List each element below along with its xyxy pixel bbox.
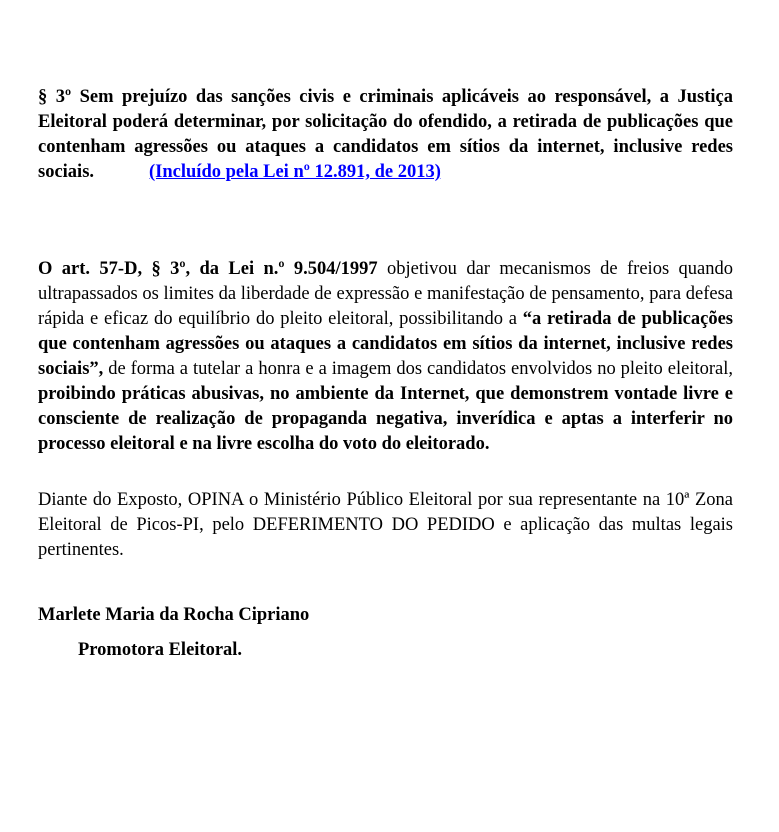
legal-analysis-text-2: de forma a tutelar a honra e a imagem dos candidatos envolvidos no pleito eleitoral,: [103, 359, 733, 379]
paragraph-legal-analysis: [38, 257, 733, 457]
statute-section-3-text: § 3º Sem prejuízo das sanções civis e criminais aplicáveis ao responsável, a Justiça Eleitoral poderá determinar, por solicitação do ofendido, a retirada de publicações que contenham agressões ou ataques a candidatos em sítios da internet, inclusive redes sociais.: [38, 87, 733, 182]
legal-analysis-text-1: objetivou dar mecanismos de freios quando ultrapassados os limites da liberdade de expressão e manifestação de pensamento, para defesa rápida e eficaz do equilíbrio do pleito eleitoral, possibilitando a: [38, 259, 733, 329]
opinion-text: Diante do Exposto, OPINA o Ministério Público Eleitoral por sua representante na 10ª Zona Eleitoral de Picos-PI, pelo DEFERIMENTO DO PEDIDO e aplicação das multas legais pertinentes.: [38, 490, 733, 560]
paragraph-statute-section-3: [38, 85, 733, 185]
law-inclusion-link[interactable]: (Incluído pela Lei nº 12.891, de 2013): [149, 162, 441, 182]
legal-analysis-law-reference: O art. 57-D, § 3º, da Lei n.º 9.504/1997: [38, 259, 378, 279]
signature-name: [38, 603, 733, 628]
paragraph-opinion: [38, 488, 733, 563]
document-page: [0, 85, 779, 832]
legal-analysis-quote: “a retirada de publicações que contenham agressões ou ataques a candidatos em sítios da internet, inclusive redes sociais”,: [38, 309, 733, 379]
signature-role-text: Promotora Eleitoral.: [78, 640, 243, 660]
legal-analysis-conclusion: proibindo práticas abusivas, no ambiente da Internet, que demonstrem vontade livre e consciente de realização de propaganda negativa, inverídica e aptas a interferir no processo eleitoral e na livre escolha do voto do eleitorado.: [38, 384, 733, 454]
signature-name-text: Marlete Maria da Rocha Cipriano: [38, 605, 310, 625]
signature-role: [38, 638, 733, 663]
